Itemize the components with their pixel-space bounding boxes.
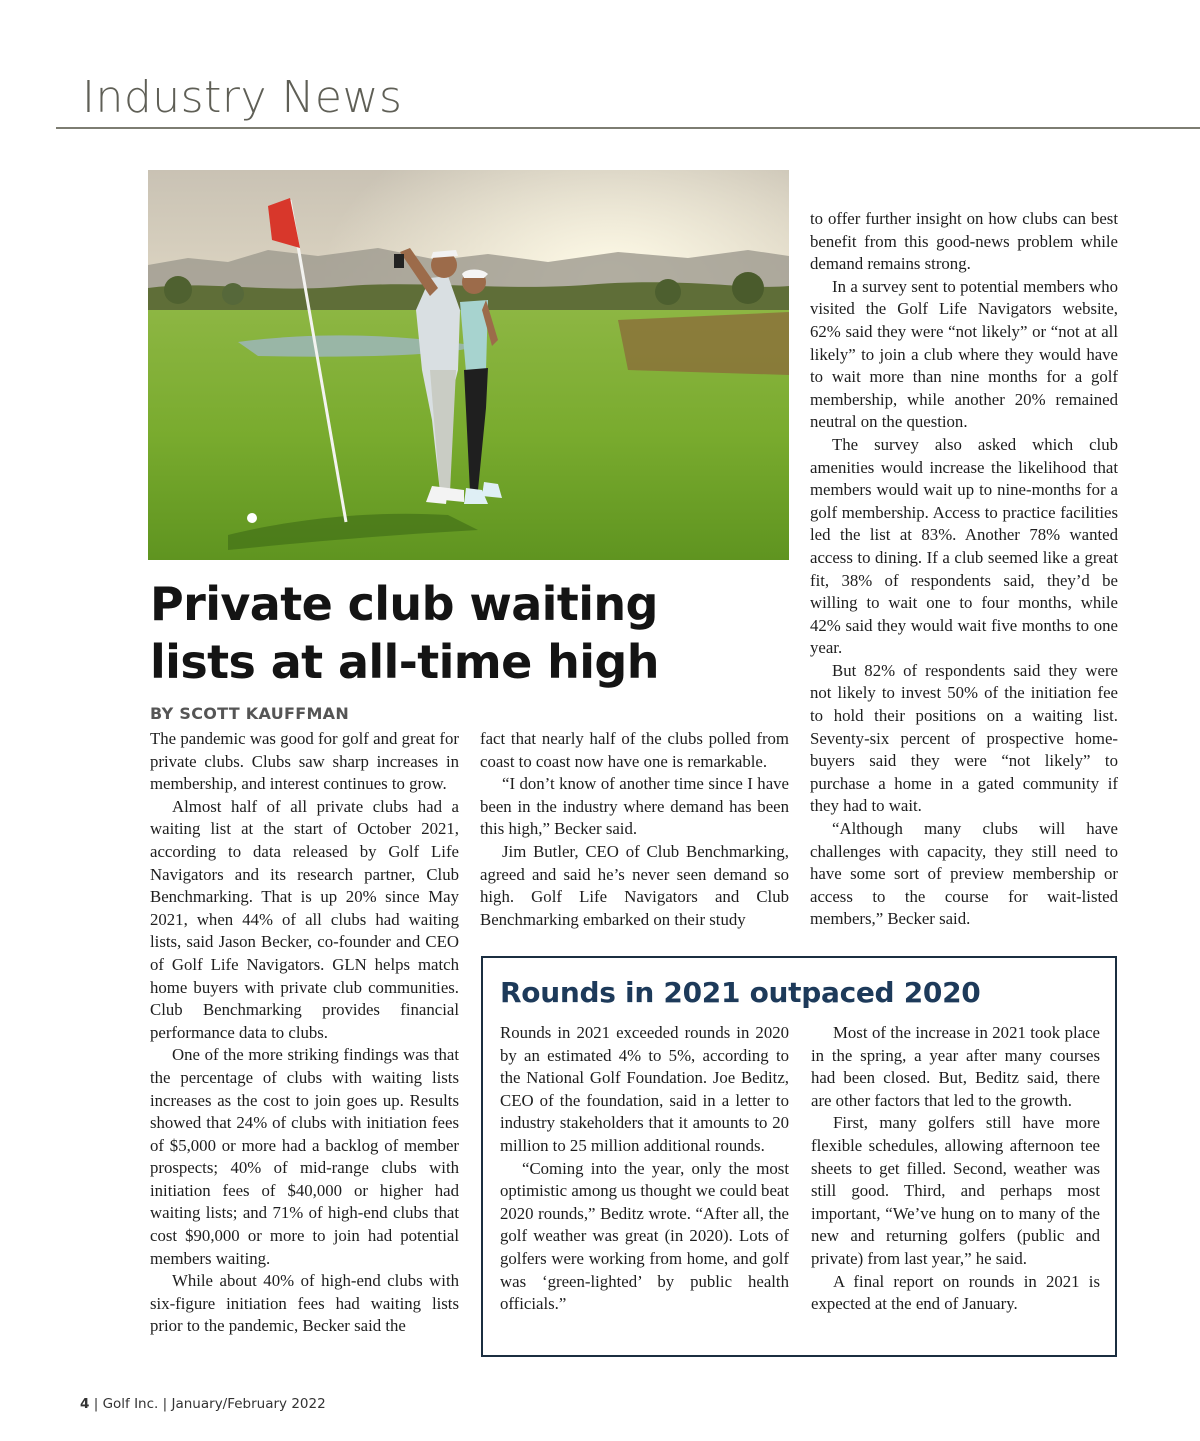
sidebar-column-1 [500,1022,789,1316]
footer-separator: | [93,1396,99,1412]
article-column-2 [480,728,789,931]
article-headline: Private club waiting lists at all-time high [150,577,659,689]
footer-separator: | [162,1396,168,1412]
page-footer [80,1396,326,1412]
section-title: Industry News [82,72,403,123]
paragraph: “Coming into the year, only the most optimistic among us thought we could beat 2020 rounds,” Beditz wrote. “After all, the golf weather was great (in 2020). Lots of golfers were working from home, and golf was ‘green-lighted’ by public health officials.” [500,1158,789,1314]
paragraph: to offer further insight on how clubs can best benefit from this good-news problem while demand remains strong. [810,209,1118,274]
paragraph: “I don’t know of another time since I have been in the industry where demand has been this high,” Becker said. [480,774,789,839]
paragraph: One of the more striking findings was that the percentage of clubs with waiting lists increases as the cost to join goes up. Results showed that 24% of clubs with initiation fees of $5,000 or more had a backlog of member prospects; 40% of mid-range clubs with initiation fees of $40,000 or higher had waiting lists; and 71% of high-end clubs that cost $90,000 or more to join had potential members waiting. [150,1045,459,1268]
paragraph: Jim Butler, CEO of Club Benchmarking, agreed and said he’s never seen demand so high. Golf Life Navigators and Club Benchmarking embarked on their study [480,841,789,929]
article-byline: BY SCOTT KAUFFMAN [150,704,350,723]
paragraph: While about 40% of high-end clubs with six-figure initiation fees had waiting lists prior to the pandemic, Becker said the [150,1271,459,1336]
section-divider [56,127,1200,129]
paragraph: A final report on rounds in 2021 is expected at the end of January. [811,1271,1100,1314]
paragraph: fact that nearly half of the clubs polled from coast to coast now have one is remarkable. [480,729,789,771]
sidebar-box [481,956,1117,1357]
publication-name: Golf Inc. [102,1396,159,1412]
article-column-1 [150,728,459,1338]
paragraph: First, many golfers still have more flexible schedules, allowing afternoon tee sheets to get filled. Second, weather was still good. Third, and perhaps most important, “We’ve hung on to many of the new and returning golfers (public and private) from last year,” he said. [811,1113,1100,1268]
paragraph: Most of the increase in 2021 took place in the spring, a year after many courses had been closed. But, Beditz said, there are other factors that led to the growth. [811,1023,1100,1110]
sidebar-column-2 [811,1022,1100,1316]
paragraph: But 82% of respondents said they were not likely to invest 50% of the initiation fee to hold their positions on a waiting list. Seventy-six percent of prospective home-buyers said they were “not likely” to purchase a home in a gated community if they had to wait. [810,660,1118,816]
article-column-3 [810,208,1118,931]
page-number: 4 [80,1396,90,1412]
paragraph: “Although many clubs will have challenges with capacity, they still need to have some sort of preview membership or access to the course for wait-listed members,” Becker said. [810,819,1118,929]
paragraph: Rounds in 2021 exceeded rounds in 2020 by an estimated 4% to 5%, according to the National Golf Foundation. Joe Beditz, CEO of the foundation, said in a letter to industry stakeholders that it amounts to 20 million to 25 million additional rounds. [500,1023,789,1155]
paragraph: The survey also asked which club amenities would increase the likelihood that members would wait up to nine-months for a golf membership. Access to practice facilities led the list at 83%. Another 78% wanted access to dining. If a club seemed like a great fit, 38% of respondents said, they’d be willing to wait one to four months, while 42% said they would wait five months to one year. [810,434,1118,658]
issue-date: January/February 2022 [171,1396,326,1412]
sidebar-title: Rounds in 2021 outpaced 2020 [500,976,981,1009]
paragraph: The pandemic was good for golf and great for private clubs. Clubs saw sharp increases in membership, and interest continues to grow. [150,729,459,794]
paragraph: In a survey sent to potential members who visited the Golf Life Navigators website, 62% said they were “not likely” or “not at all likely” to join a club where they would have to wait more than nine months for a golf membership, while another 20% remained neutral on the question. [810,276,1118,432]
article-photo [148,170,789,560]
paragraph: Almost half of all private clubs had a waiting list at the start of October 2021, according to data released by Golf Life Navigators and its research partner, Club Benchmarking. That is up 20% since May 2021, when 44% of all clubs had waiting lists, said Jason Becker, co-founder and CEO of Golf Life Navigators. GLN helps match home buyers with private club communities. Club Benchmarking provides financial performance data to clubs. [150,796,459,1042]
